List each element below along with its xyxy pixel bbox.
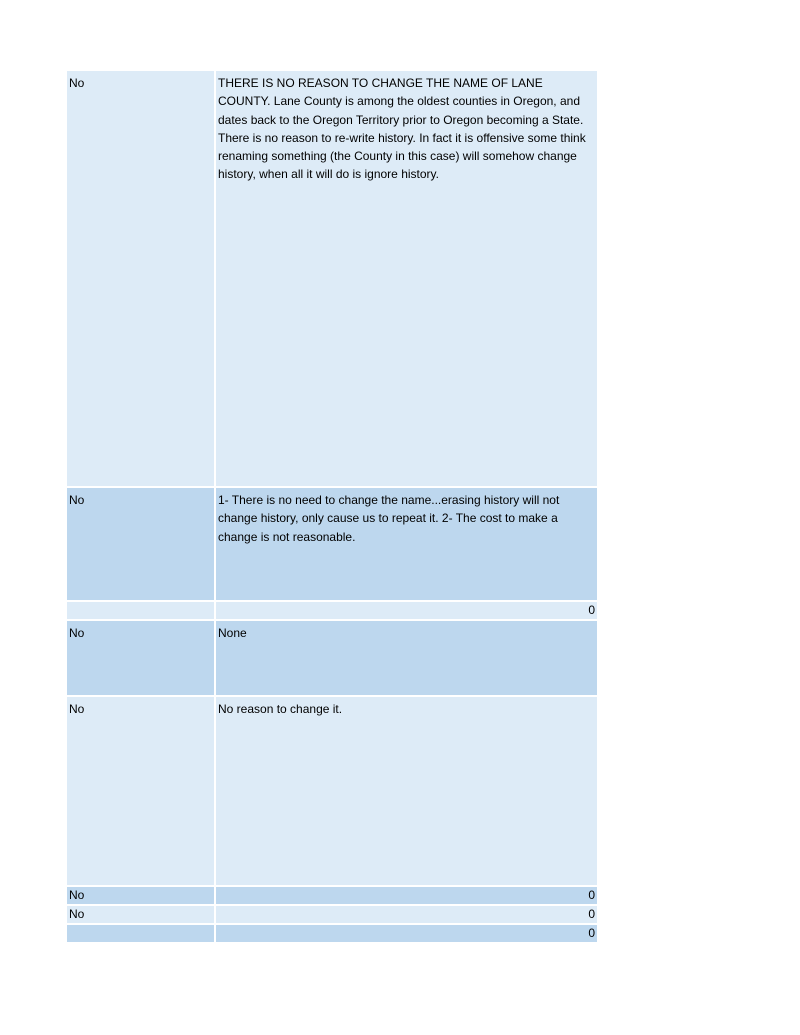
table-row (67, 906, 597, 923)
table-row (67, 887, 597, 904)
comment-cell[interactable]: 0 (216, 602, 597, 619)
table-row (67, 621, 597, 695)
answer-cell[interactable] (67, 925, 214, 942)
answer-cell[interactable]: No (67, 697, 214, 885)
answer-cell[interactable]: No (67, 906, 214, 923)
comment-cell[interactable]: 0 (216, 887, 597, 904)
spreadsheet-table (67, 71, 597, 944)
table-row (67, 488, 597, 600)
comment-cell[interactable]: 0 (216, 925, 597, 942)
answer-cell[interactable]: No (67, 621, 214, 695)
answer-cell[interactable]: No (67, 488, 214, 600)
answer-cell[interactable]: No (67, 71, 214, 486)
table-row (67, 697, 597, 885)
comment-cell[interactable]: No reason to change it. (216, 697, 597, 885)
table-row (67, 925, 597, 942)
comment-cell[interactable]: 0 (216, 906, 597, 923)
table-row (67, 602, 597, 619)
comment-cell[interactable]: None (216, 621, 597, 695)
comment-cell[interactable]: THERE IS NO REASON TO CHANGE THE NAME OF LANE COUNTY. Lane County is among the oldest counties in Oregon, and dates back to the Oregon Territory prior to Oregon becoming a State. There is no reason to re-write history. In fact it is offensive some think renaming something (the County in this case) will somehow change history, when all it will do is ignore history. (216, 71, 597, 486)
table-row (67, 71, 597, 486)
answer-cell[interactable]: No (67, 887, 214, 904)
answer-cell[interactable] (67, 602, 214, 619)
comment-cell[interactable]: 1- There is no need to change the name...erasing history will not change history, only cause us to repeat it. 2- The cost to make a change is not reasonable. (216, 488, 597, 600)
